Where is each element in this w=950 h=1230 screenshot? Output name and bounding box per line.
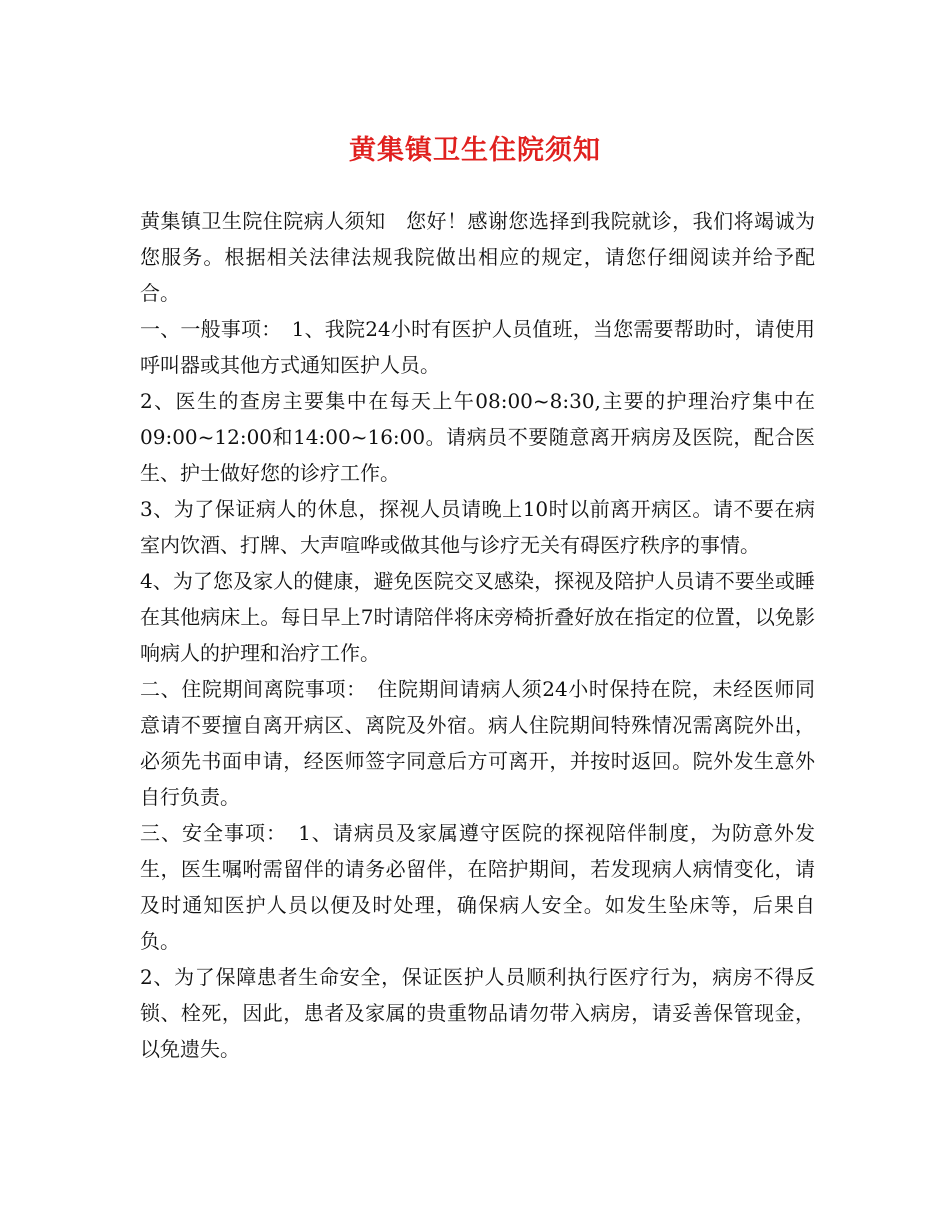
paragraph-general-item-2: 2、医生的查房主要集中在每天上午08:00~8:30,主要的护理治疗集中在09:00~12:00和14:00~16:00。请病员不要随意离开病房及医院，配合医生、护士做好您的诊疗工作。	[140, 389, 815, 485]
paragraph-general-item-3: 3、为了保证病人的休息，探视人员请晚上10时以前离开病区。请不要在病室内饮酒、打牌、大声喧哗或做其他与诊疗无关有碍医疗秩序的事情。	[140, 497, 815, 557]
document-body	[140, 203, 815, 1067]
page-title: 黄集镇卫生住院须知	[349, 135, 601, 166]
paragraph-intro: 黄集镇卫生院住院病人须知 您好！感谢您选择到我院就诊，我们将竭诚为您服务。根据相关法律法规我院做出相应的规定，请您仔细阅读并给予配合。	[140, 209, 815, 305]
paragraph-general-item-1: 一、一般事项： 1、我院24小时有医护人员值班，当您需要帮助时，请使用呼叫器或其他方式通知医护人员。	[140, 317, 815, 377]
paragraph-safety-item-1: 三、安全事项： 1、请病员及家属遵守医院的探视陪伴制度，为防意外发生，医生嘱咐需留伴的请务必留伴，在陪护期间，若发现病人病情变化，请及时通知医护人员以便及时处理，确保病人安全。如发生坠床等，后果自负。	[140, 821, 815, 953]
paragraph-leave-rules: 二、住院期间离院事项： 住院期间请病人须24小时保持在院，未经医师同意请不要擅自离开病区、离院及外宿。病人住院期间特殊情况需离院外出，必须先书面申请，经医师签字同意后方可离开，并按时返回。院外发生意外自行负责。	[140, 677, 815, 809]
paragraph-general-item-4: 4、为了您及家人的健康，避免医院交叉感染，探视及陪护人员请不要坐或睡在其他病床上。每日早上7时请陪伴将床旁椅折叠好放在指定的位置，以免影响病人的护理和治疗工作。	[140, 569, 815, 665]
paragraph-safety-item-2: 2、为了保障患者生命安全，保证医护人员顺利执行医疗行为，病房不得反锁、栓死，因此，患者及家属的贵重物品请勿带入病房，请妥善保管现金，以免遗失。	[140, 965, 815, 1061]
